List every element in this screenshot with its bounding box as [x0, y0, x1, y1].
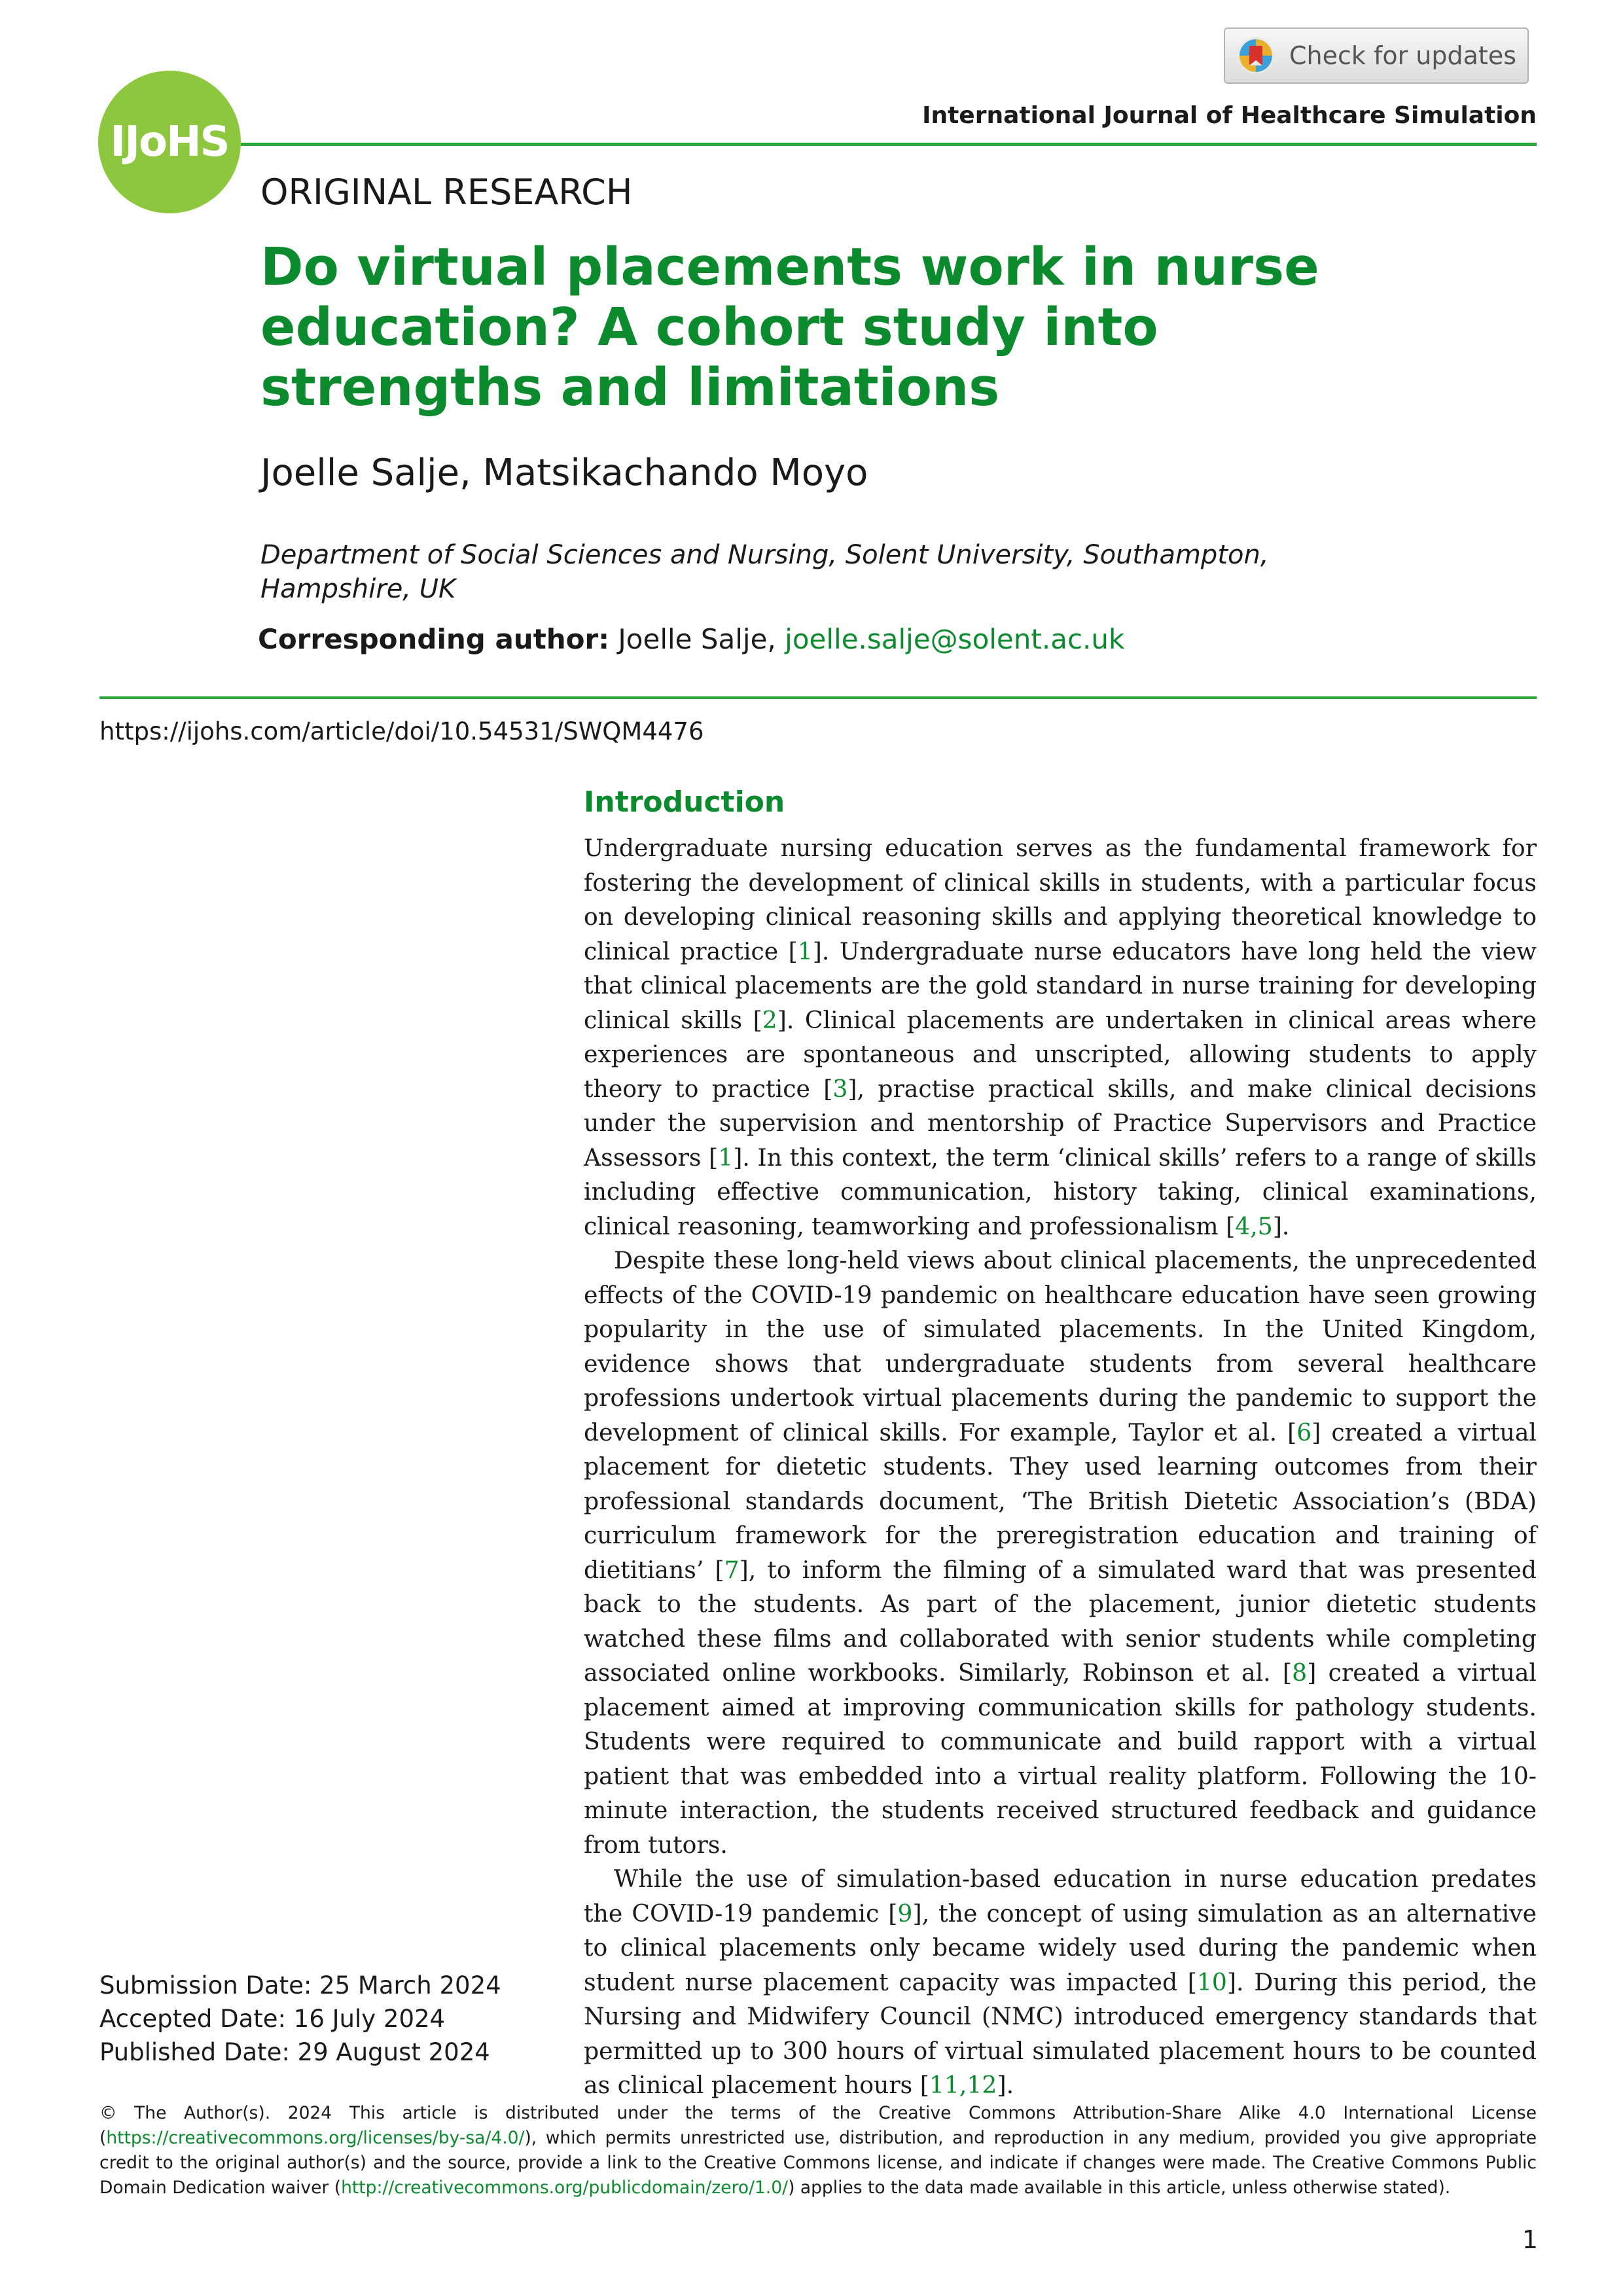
text-run: ) applies to the data made available in this article, unless otherwise stated). [788, 2178, 1451, 2198]
text-run: ]. In this context, the term ‘clinical skills’ refers to a range of skills including effective communication, history taking, clinical examinations, clinical reasoning, teamworking and professionalism [ [584, 1143, 1537, 1240]
corresponding-author [258, 623, 1124, 655]
paragraph [584, 831, 1537, 1244]
citation-link[interactable]: 1 [718, 1143, 734, 1172]
journal-name: International Journal of Healthcare Simulation [922, 102, 1537, 129]
published-date: Published Date: 29 August 2024 [99, 2038, 490, 2066]
text-run: ] created a virtual placement aimed at improving communication skills for pathology students. Students were required to communicate and build rapport with a virtual patient that was embedded into a virtual reality platform. Following the 10-minute interaction, the students received structured feedback and guidance from tutors. [584, 1659, 1537, 1859]
author-list: Joelle Salje, Matsikachando Moyo [260, 452, 868, 494]
text-run: While the use of simulation-based education in nurse education predates the COVID-19 pandemic [ [584, 1865, 1537, 1928]
text-run: ], the concept of using simulation as an alternative to clinical placements only became widely used during the pandemic when student nurse placement capacity was impacted [ [584, 1899, 1537, 1996]
doi-link[interactable]: https://ijohs.com/article/doi/10.54531/SWQM4476 [99, 717, 704, 745]
crossmark-icon [1237, 37, 1275, 75]
accepted-date: Accepted Date: 16 July 2024 [99, 2005, 446, 2033]
text-run: ]. During this period, the Nursing and Midwifery Council (NMC) introduced emergency standards that permitted up to 300 hours of virtual simulated placement hours to be counted as clinical placement hours [ [584, 1967, 1537, 2099]
text-run: Despite these long-held views about clinical placements, the unprecedented effects of the COVID-19 pandemic on healthcare education have seen growing popularity in the use of simulated placements. In the United Kingdom, evidence shows that undergraduate students from several healthcare professions undertook virtual placements during the pandemic to support the development of clinical skills. For example, Taylor et al. [ [584, 1246, 1537, 1446]
submission-date: Submission Date: 25 March 2024 [99, 1971, 501, 2000]
citation-link[interactable]: 1 [797, 937, 813, 965]
text-run: Undergraduate nursing education serves as the fundamental framework for fostering the development of clinical skills in students, with a particular focus on developing clinical reasoning skills and applying theoretical knowledge to clinical practice [ [584, 834, 1537, 965]
page-number: 1 [1522, 2225, 1538, 2254]
introduction-heading: Introduction [584, 785, 785, 819]
body-text [584, 831, 1537, 2103]
citation-link[interactable]: 9 [897, 1899, 913, 1928]
text-run: ]. [997, 2071, 1014, 2099]
journal-logo [98, 71, 241, 213]
paragraph [584, 1862, 1537, 2103]
citation-link[interactable]: 2 [762, 1005, 777, 1034]
text-run: ], to inform the filming of a simulated ward that was presented back to the students. As part of the placement, junior dietetic students watched these films and collaborated with senior students while completing associated online workbooks. Similarly, Robinson et al. [ [584, 1555, 1537, 1687]
text-run: ), which permits unrestricted use, distribution, and reproduction in any medium, provided you give appropriate credit to the original author(s) and the source, provide a link to the Creative Commons license, and indicate if changes were made. The Creative Commons Public Domain Dedication waiver ( [99, 2128, 1537, 2198]
text-run: ] created a virtual placement for dietetic students. They used learning outcomes from their professional standards document, ‘The British Dietetic Association’s (BDA) curriculum framework for the preregistration education and training of dietitians’ [ [584, 1418, 1537, 1584]
article-title: Do virtual placements work in nurse education? A cohort study into strengths and limitations [260, 237, 1319, 418]
check-for-updates-label: Check for updates [1289, 41, 1516, 70]
citation-link[interactable]: 3 [832, 1074, 848, 1103]
license-link[interactable]: http://creativecommons.org/publicdomain/zero/1.0/ [341, 2178, 789, 2198]
citation-link[interactable]: 10 [1196, 1967, 1227, 1996]
corresponding-author-email-link[interactable]: joelle.salje@solent.ac.uk [785, 623, 1125, 655]
text-run: ]. [1272, 1211, 1290, 1240]
paragraph [584, 1244, 1537, 1862]
citation-link[interactable]: 7 [724, 1555, 740, 1584]
article-type-label: ORIGINAL RESEARCH [260, 171, 633, 213]
text-run: ], practise practical skills, and make clinical decisions under the supervision and mentorship of Practice Supervisors and Practice Assessors [ [584, 1074, 1537, 1172]
text-run: ]. Clinical placements are undertaken in clinical areas where experiences are spontaneous and unscripted, allowing students to apply theory to practice [ [584, 1005, 1537, 1103]
citation-link[interactable]: 4,5 [1235, 1211, 1273, 1240]
license-notice [99, 2101, 1537, 2200]
citation-link[interactable]: 11,12 [929, 2071, 997, 2099]
license-link[interactable]: https://creativecommons.org/licenses/by-sa/4.0/ [106, 2128, 525, 2148]
citation-link[interactable]: 8 [1292, 1659, 1308, 1687]
citation-link[interactable]: 6 [1296, 1418, 1312, 1446]
check-for-updates-button[interactable] [1224, 27, 1529, 84]
header-rule [241, 143, 1537, 146]
text-run: © The Author(s). 2024 This article is distributed under the terms of the Creative Commons Attribution-Share Alike 4.0 International License ( [99, 2103, 1537, 2148]
corresponding-author-name: Joelle Salje, [618, 623, 776, 655]
article-dates [99, 1969, 501, 2069]
journal-logo-text: IJoHS [110, 118, 229, 166]
corresponding-author-label: Corresponding author: [258, 623, 610, 655]
author-affiliation: Department of Social Sciences and Nursing, Solent University, Southampton, Hampshire, UK [260, 540, 1269, 604]
header-divider [99, 696, 1537, 699]
text-run: ]. Undergraduate nurse educators have long held the view that clinical placements are the gold standard in nurse training for developing clinical skills [ [584, 937, 1537, 1034]
